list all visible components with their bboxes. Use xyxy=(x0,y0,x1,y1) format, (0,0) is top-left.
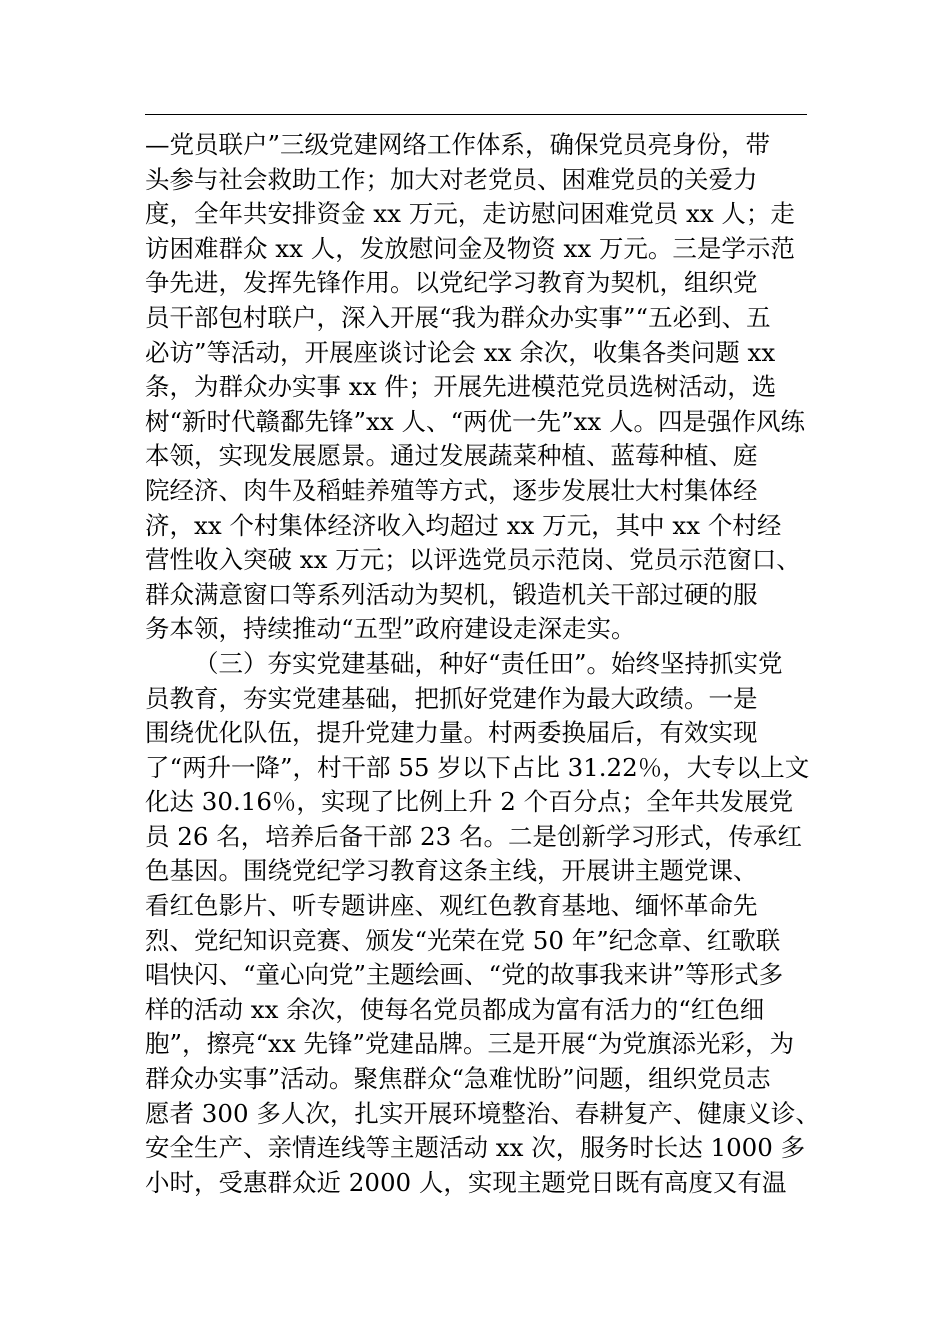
text-line: 小时，受惠群众近 2000 人，实现主题党日既有高度又有温 xyxy=(145,1167,787,1197)
text-line: 头参与社会救助工作；加大对老党员、困难党员的关爱力 xyxy=(145,164,758,194)
document-body xyxy=(145,128,820,1200)
text-line: 烈、党纪知识竞赛、颁发“光荣在党 50 年”纪念章、红歌联 xyxy=(145,925,781,955)
text-line: 树“新时代赣鄱先锋”xx 人、“两优一先”xx 人。四是强作风练 xyxy=(145,406,805,436)
text-line: 员教育，夯实党建基础，把抓好党建作为最大政绩。一是 xyxy=(145,683,758,713)
text-line: 条，为群众办实事 xx 件；开展先进模范党员选树活动，选 xyxy=(145,372,777,402)
text-line: 访困难群众 xx 人，发放慰问金及物资 xx 万元。三是学示范 xyxy=(145,233,795,263)
text-line: 员 26 名，培养后备干部 23 名。二是创新学习形式，传承红 xyxy=(145,821,802,851)
text-line: 群众办实事”活动。聚焦群众“急难忧盼”问题，组织党员志 xyxy=(145,1064,771,1094)
text-line: —党员联户”三级党建网络工作体系，确保党员亮身份，带 xyxy=(145,130,771,159)
text-line: 看红色影片、听专题讲座、观红色教育基地、缅怀革命先 xyxy=(145,891,758,921)
text-line: 院经济、肉牛及稻蛙养殖等方式，逐步发展壮大村集体经 xyxy=(145,475,758,505)
text-line: 营性收入突破 xx 万元；以评选党员示范岗、党员示范窗口、 xyxy=(145,545,801,575)
text-line: 济，xx 个村集体经济收入均超过 xx 万元，其中 xx 个村经 xyxy=(145,510,782,540)
text-line: 安全生产、亲情连线等主题活动 xx 次，服务时长达 1000 多 xyxy=(145,1133,806,1163)
header-rule xyxy=(145,114,807,115)
text-line: 化达 30.16％，实现了比例上升 2 个百分点；全年共发展党 xyxy=(145,787,794,817)
text-line: 胞”，擦亮“xx 先锋”党建品牌。三是开展“为党旗添光彩，为 xyxy=(145,1029,795,1059)
text-line: 唱快闪、“童心向党”主题绘画、“党的故事我来讲”等形式多 xyxy=(145,960,784,990)
text-line: 度，全年共安排资金 xx 万元，走访慰问困难党员 xx 人；走 xyxy=(145,199,795,229)
text-line: 务本领，持续推动“五型”政府建设走深走实。 xyxy=(145,614,636,644)
text-line: 本领，实现发展愿景。通过发展蔬菜种植、蓝莓种植、庭 xyxy=(145,441,758,471)
text-line: 色基因。围绕党纪学习教育这条主线，开展讲主题党课、 xyxy=(145,856,758,886)
text-line: 样的活动 xx 余次，使每名党员都成为富有活力的“红色细 xyxy=(145,994,765,1024)
text-line: 愿者 300 多人次，扎实开展环境整治、春耕复产、健康义诊、 xyxy=(145,1098,820,1128)
text-line: 必访”等活动，开展座谈讨论会 xx 余次，收集各类问题 xx xyxy=(145,337,776,367)
text-line: 了“两升一降”，村干部 55 岁以下占比 31.22％，大专以上文 xyxy=(145,752,810,782)
text-line: 群众满意窗口等系列活动为契机，锻造机关干部过硬的服 xyxy=(145,579,758,609)
text-line: 围绕优化队伍，提升党建力量。村两委换届后，有效实现 xyxy=(145,718,758,748)
text-line: 员干部包村联户，深入开展“我为群众办实事”“五必到、五 xyxy=(145,302,771,332)
section-heading-line: （三）夯实党建基础，种好“责任田”。始终坚持抓实党 xyxy=(194,648,783,678)
text-line: 争先进，发挥先锋作用。以党纪学习教育为契机，组织党 xyxy=(145,268,758,298)
